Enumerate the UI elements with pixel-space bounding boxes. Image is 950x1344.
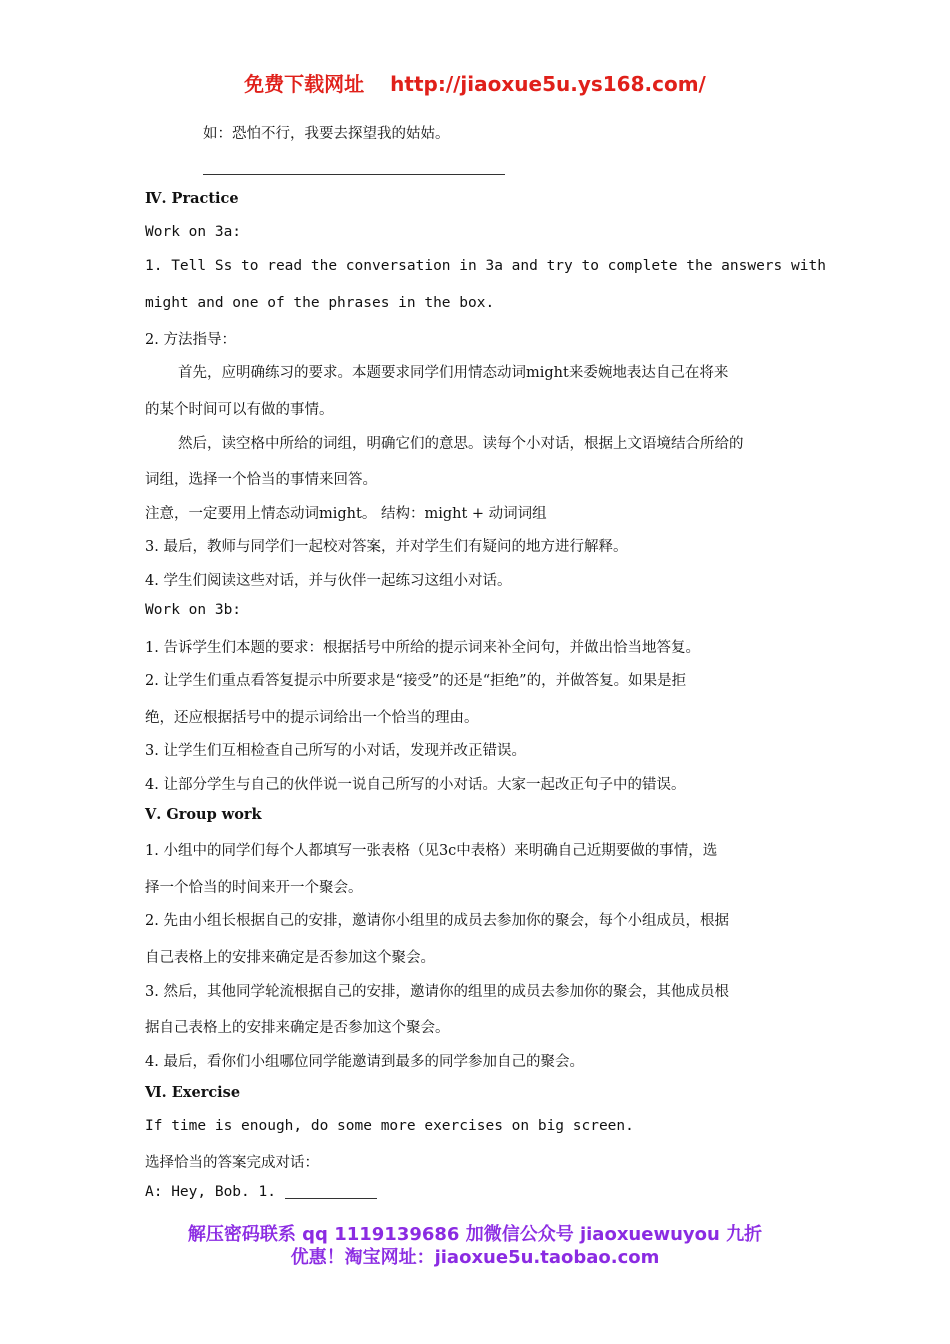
- group-step-3a: 3. 然后，其他同学轮流根据自己的安排，邀请你的组里的成员去参加你的聚会，其他成员根: [145, 984, 729, 1000]
- group-step-2a: 2. 先由小组长根据自己的安排，邀请你小组里的成员去参加你的聚会，每个小组成员，根据: [145, 913, 729, 929]
- example-line: 如：恐怕不行，我要去探望我的姑姑。: [203, 126, 450, 142]
- step-4: 4. 学生们阅读这些对话，并与伙伴一起练习这组小对话。: [145, 573, 512, 589]
- step-2-para-a: 首先，应明确练习的要求。本题要求同学们用情态动词might来委婉地表达自己在将来: [178, 365, 729, 381]
- step-2: 2. 方法指导：: [145, 332, 236, 348]
- footer-line-1: 解压密码联系 qq 1119139686 加微信公众号 jiaoxuewuyou 九折: [187, 1224, 763, 1245]
- work-3a-label: Work on 3a:: [145, 224, 242, 240]
- step-1b: might and one of the phrases in the box.: [145, 295, 495, 311]
- note-line: 注意，一定要用上情态动词might。 结构：might + 动词词组: [145, 506, 547, 522]
- 3b-step-3: 3. 让学生们互相检查自己所写的小对话，发现并改正错误。: [145, 743, 526, 759]
- header-banner: [0, 68, 950, 97]
- step-2-para-c: 然后，读空格中所给的词组，明确它们的意思。读每个小对话，根据上文语境结合所给的: [178, 436, 744, 452]
- section-6-heading: Ⅵ. Exercise: [145, 1084, 241, 1101]
- group-step-3b: 据自己表格上的安排来确定是否参加这个聚会。: [145, 1020, 450, 1036]
- section-5-heading: Ⅴ. Group work: [145, 806, 262, 823]
- header-url-link[interactable]: http://jiaoxue5u.ys168.com/: [390, 72, 706, 96]
- 3b-step-2b: 绝，还应根据括号中的提示词给出一个恰当的理由。: [145, 710, 479, 726]
- answer-rule: [203, 174, 505, 175]
- group-step-1b: 择一个恰当的时间来开一个聚会。: [145, 880, 363, 896]
- step-3: 3. 最后，教师与同学们一起校对答案，并对学生们有疑问的地方进行解释。: [145, 539, 628, 555]
- answer-blank[interactable]: [285, 1184, 377, 1199]
- 3b-step-1: 1. 告诉学生们本题的要求：根据括号中所给的提示词来补全问句，并做出恰当地答复。: [145, 640, 700, 656]
- group-step-2b: 自己表格上的安排来确定是否参加这个聚会。: [145, 950, 435, 966]
- exercise-instruction: 选择恰当的答案完成对话：: [145, 1155, 319, 1171]
- 3b-step-2a: 2. 让学生们重点看答复提示中所要求是“接受”的还是“拒绝”的，并做答复。如果是拒: [145, 673, 687, 689]
- dialogue-line-a-text: A: Hey, Bob. 1.: [145, 1184, 285, 1200]
- dialogue-line-a: [145, 1184, 377, 1200]
- group-step-4: 4. 最后，看你们小组哪位同学能邀请到最多的同学参加自己的聚会。: [145, 1054, 584, 1070]
- section-4-heading: Ⅳ. Practice: [145, 190, 239, 207]
- step-1a: 1. Tell Ss to read the conversation in 3a and try to complete the answers with: [145, 258, 826, 274]
- group-step-1a: 1. 小组中的同学们每个人都填写一张表格（见3c中表格）来明确自己近期要做的事情，选: [145, 843, 718, 859]
- step-2-para-d: 词组，选择一个恰当的事情来回答。: [145, 472, 377, 488]
- step-2-para-b: 的某个时间可以有做的事情。: [145, 402, 334, 418]
- work-3b-label: Work on 3b:: [145, 602, 242, 618]
- 3b-step-4: 4. 让部分学生与自己的伙伴说一说自己所写的小对话。大家一起改正句子中的错误。: [145, 777, 686, 793]
- footer-line-2: 优惠！淘宝网址：jiaoxue5u.taobao.com: [290, 1247, 660, 1268]
- header-label: 免费下载网址: [244, 72, 365, 96]
- exercise-intro: If time is enough, do some more exercises on big screen.: [145, 1118, 634, 1134]
